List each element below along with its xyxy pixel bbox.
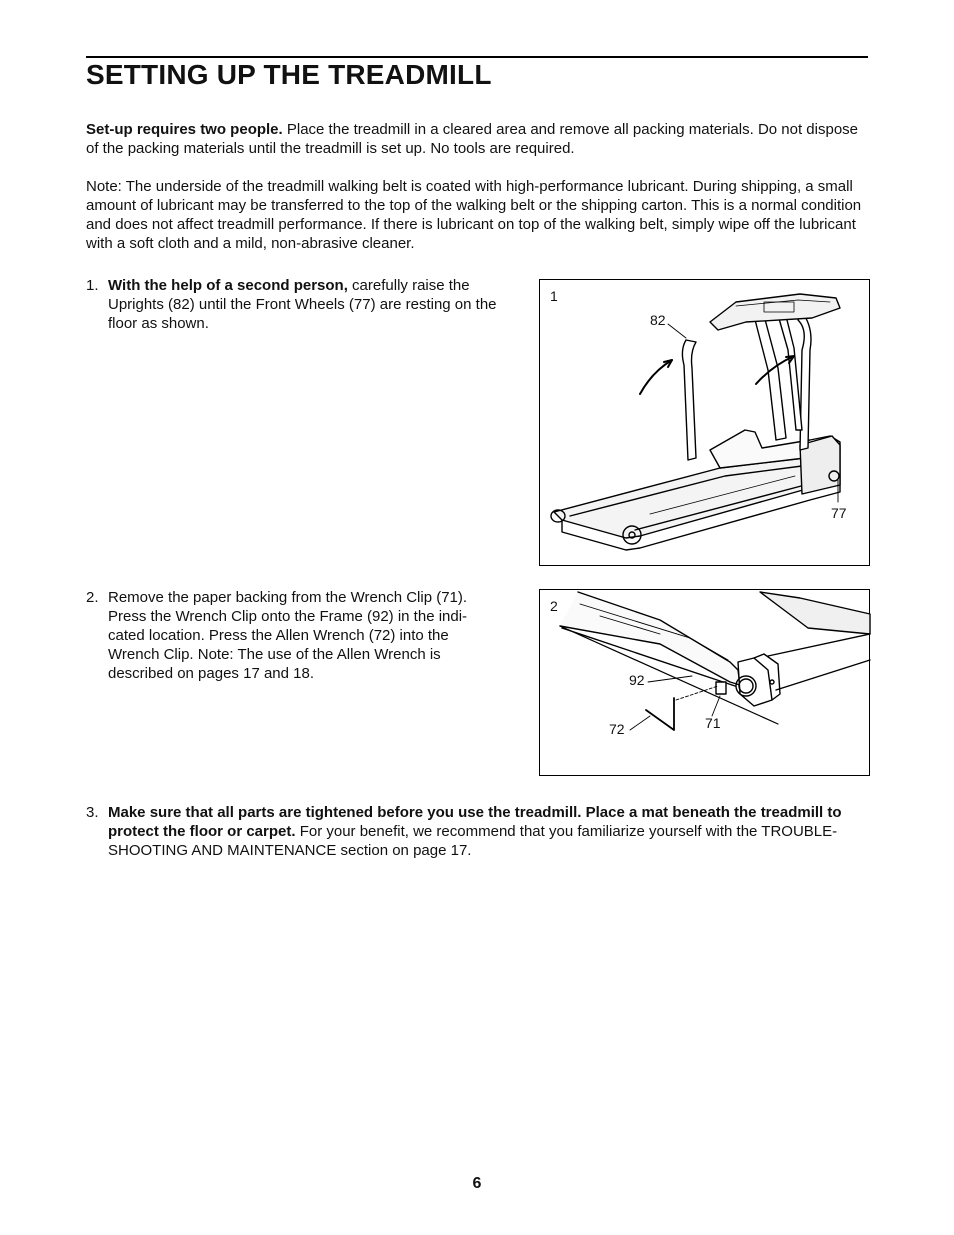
callout-82: 82 bbox=[650, 312, 666, 328]
callout-71: 71 bbox=[705, 715, 721, 731]
step-3-number: 3. bbox=[86, 804, 99, 821]
top-rule bbox=[86, 56, 868, 58]
callout-92: 92 bbox=[629, 672, 645, 688]
intro-text: Place the treadmill in a cleared area and remove all packing materials. Do not dispose of the packing materials until the treadmill is set up. No tools are required. bbox=[86, 121, 859, 157]
step-2-text: Remove the paper backing from the Wrench Clip (71). Press the Wrench Clip onto the Frame (92) in the indi-cated location. Press the Allen Wrench (72) into the Wrench Clip. Note: The use of the Allen Wrench is described on pages 17 and 18. bbox=[108, 589, 468, 682]
callout-72: 72 bbox=[609, 721, 625, 737]
step-1-bold: With the help of a second person, bbox=[108, 277, 348, 294]
step-1-body: carefully raise the Uprights (82) until the Front Wheels (77) are resting on the floor as shown. bbox=[108, 277, 497, 332]
step-1-text bbox=[108, 276, 498, 333]
figure-1-number: 1 bbox=[550, 288, 558, 304]
step-3-bold: Make sure that all parts are tightened before you use the treadmill. Place a mat beneath the treadmill to protect the floor or carpet. bbox=[108, 804, 842, 840]
intro-paragraph bbox=[86, 120, 871, 158]
figure-2 bbox=[539, 589, 870, 776]
figure-1 bbox=[539, 279, 870, 566]
page-title: SETTING UP THE TREADMILL bbox=[86, 59, 492, 90]
step-3-text bbox=[108, 803, 870, 860]
note-paragraph: Note: The underside of the treadmill walking belt is coated with high-performance lubricant. During shipping, a small amount of lubricant may be transferred to the top of the walking belt or the shipping carton. This is a normal condition and does not affect treadmill performance. If there is lubricant on top of the walking belt, simply wipe off the lubricant with a soft cloth and a mild, non-abrasive cleaner. bbox=[86, 178, 862, 252]
step-2-number: 2. bbox=[86, 589, 99, 606]
callout-77: 77 bbox=[831, 505, 847, 521]
step-3-body: For your benefit, we recommend that you familiarize yourself with the TROUBLE-SHOOTING AND MAINTENANCE section on page 17. bbox=[108, 823, 838, 859]
wrench-clip-illustration bbox=[540, 590, 871, 777]
page-number: 6 bbox=[472, 1175, 482, 1192]
figure-2-number: 2 bbox=[550, 598, 558, 614]
intro-bold: Set-up requires two people. bbox=[86, 121, 283, 138]
step-1-number: 1. bbox=[86, 277, 99, 294]
treadmill-illustration bbox=[540, 280, 871, 567]
